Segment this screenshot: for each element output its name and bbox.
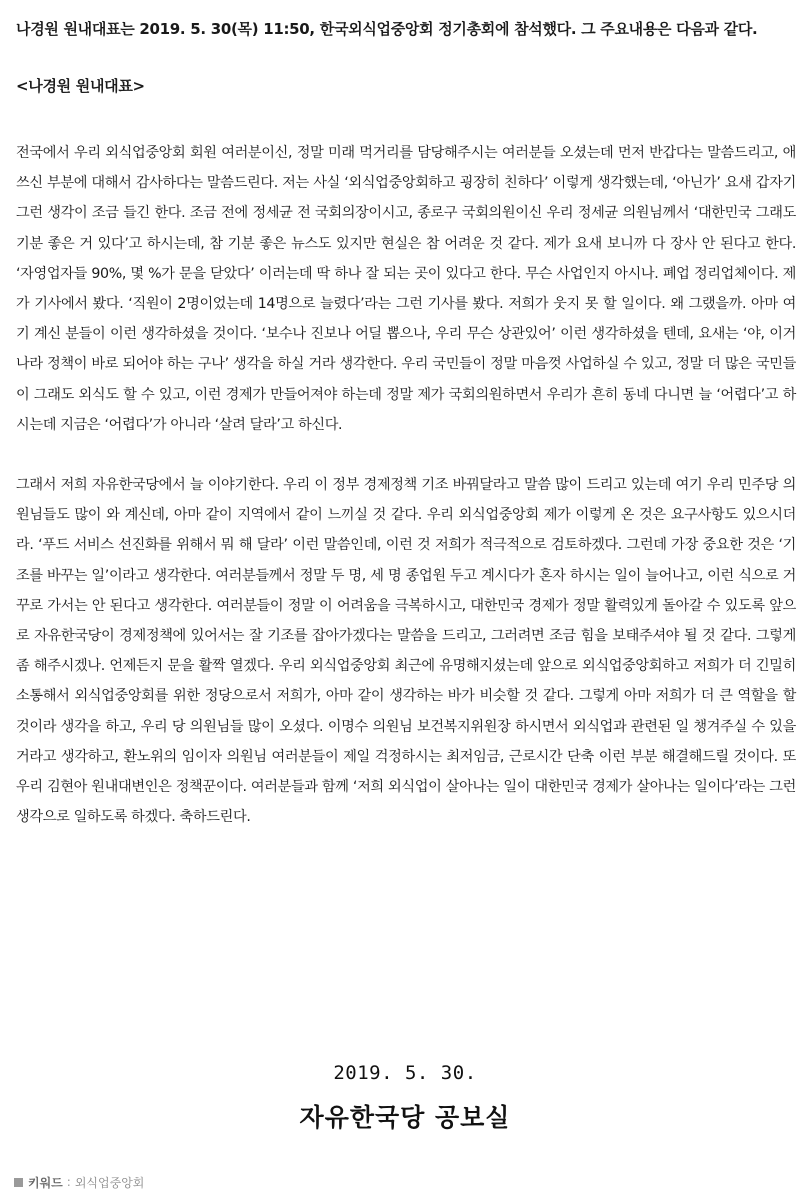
keyword-link[interactable]: 외식업중앙회 — [74, 1175, 145, 1190]
square-bullet-icon — [14, 1178, 23, 1187]
speech-paragraph-2: 그래서 저희 자유한국당에서 늘 이야기한다. 우리 이 정부 경제정책 기조 바꿔달라고 말씀 많이 드리고 있는데 여기 우리 민주당 의원님들도 많이 와 계신데, 아마 같이 지역에서 같이 느끼실 것 같다. 우리 외식업중앙회 제가 이렇게 온 것은 요구사항도 있으시더라. ‘푸드 서비스 선진화를 위해서 뭐 해 달라’ 이런 말씀인데, 이런 것 저희가 적극적으로 검토하겠다. 그런데 가장 중요한 것은 ‘기조를 바꾸는 일’이라고 생각한다. 여러분들께서 정말 두 명, 세 명 종업원 두고 계시다가 혼자 하시는 일이 늘어나고, 이런 식으로 거꾸로 가서는 안 된다고 생각한다. 여러분들이 정말 이 어려움을 극복하시고, 대한민국 경제가 정말 활력있게 돌아갈 수 있도록 앞으로 자유한국당이 경제정책에 있어서는 잘 기조를 잡아가겠다는 말씀을 드리고, 그러려면 조금 힘을 보태주셔야 될 것 같다. 그렇게 좀 해주시겠나. 언제든지 문을 활짝 열겠다. 우리 외식업중앙회 최근에 유명해지셨는데 앞으로 외식업중앙회하고 저희가 더 긴밀히 소통해서 외식업중앙회를 위한 정당으로서 저희가, 아마 같이 생각하는 바가 비슷할 것 같다. 그렇게 아마 저희가 더 큰 역할을 할 것이라 생각을 하고, 우리 당 의원님들 많이 오셨다. 이명수 의원님 보건복지위원장 하시면서 외식업과 관련된 일 챙겨주실 수 있을 거라고 생각하고, 환노위의 임이자 의원님 여러분들이 제일 걱정하시는 최저임금, 근로시간 단축 이런 부분 해결해드릴 것이다. 또 우리 김현아 원내대변인은 정책꾼이다. 여러분들과 함께 ‘저희 외식업이 살아나는 일이 대한민국 경제가 살아나는 일이다’라는 그런 생각으로 일하도록 하겠다. 축하드린다. — [16, 477, 796, 826]
keyword-separator: : — [66, 1175, 71, 1189]
intro-text: 나경원 원내대표는 2019. 5. 30(목) 11:50, 한국외식업중앙회 정기총회에 참석했다. 그 주요내용은 다음과 같다. — [16, 20, 758, 38]
speaker-heading: <나경원 원내대표> — [16, 77, 145, 95]
issuer-name: 자유한국당 공보실 — [299, 1103, 511, 1132]
keyword-label: 키워드 — [28, 1175, 63, 1190]
release-date: 2019. 5. 30. — [333, 1062, 477, 1084]
keyword-bar — [14, 1170, 144, 1194]
document-body — [16, 14, 796, 832]
speech-paragraph-1: 전국에서 우리 외식업중앙회 회원 여러분이신, 정말 미래 먹거리를 담당해주시는 여러분들 오셨는데 먼저 반갑다는 말씀드리고, 애쓰신 부분에 대해서 감사하다는 말씀드린다. 저는 사실 ‘외식업중앙회하고 굉장히 친하다’ 이렇게 생각했는데, ‘아닌가’ 요새 갑자기 그런 생각이 조금 들긴 한다. 조금 전에 정세균 전 국회의장이시고, 종로구 국회의원이신 우리 정세균 의원님께서 ‘대한민국 그래도 기분 좋은 거 있다’고 하시는데, 참 기분 좋은 뉴스도 있지만 현실은 참 어려운 것 같다. 제가 요새 보니까 다 장사 안 된다고 한다. ‘자영업자들 90%, 몇 %가 문을 닫았다’ 이러는데 딱 하나 잘 되는 곳이 있다고 한다. 무슨 사업인지 아시나. 폐업 정리업체이다. 제가 기사에서 봤다. ‘직원이 2명이었는데 14명으로 늘렸다’라는 그런 기사를 봤다. 저희가 웃지 못 할 일이다. 왜 그랬을까. 아마 여기 계신 분들이 이런 생각하셨을 것이다. ‘보수나 진보나 어딜 뽑으나, 우리 무슨 상관있어’ 이런 생각하셨을 텐데, 요새는 ‘야, 이거 나라 정책이 바로 되어야 하는 구나’ 생각을 하실 거라 생각한다. 우리 국민들이 정말 마음껏 사업하실 수 있고, 정말 더 많은 국민들이 그래도 외식도 할 수 있고, 이런 경제가 만들어져야 하는데 정말 제가 국회의원하면서 우리가 흔히 동네 다니면 늘 ‘어렵다’고 하시는데 지금은 ‘어렵다’가 아니라 ‘살려 달라’고 하신다. — [16, 145, 796, 433]
